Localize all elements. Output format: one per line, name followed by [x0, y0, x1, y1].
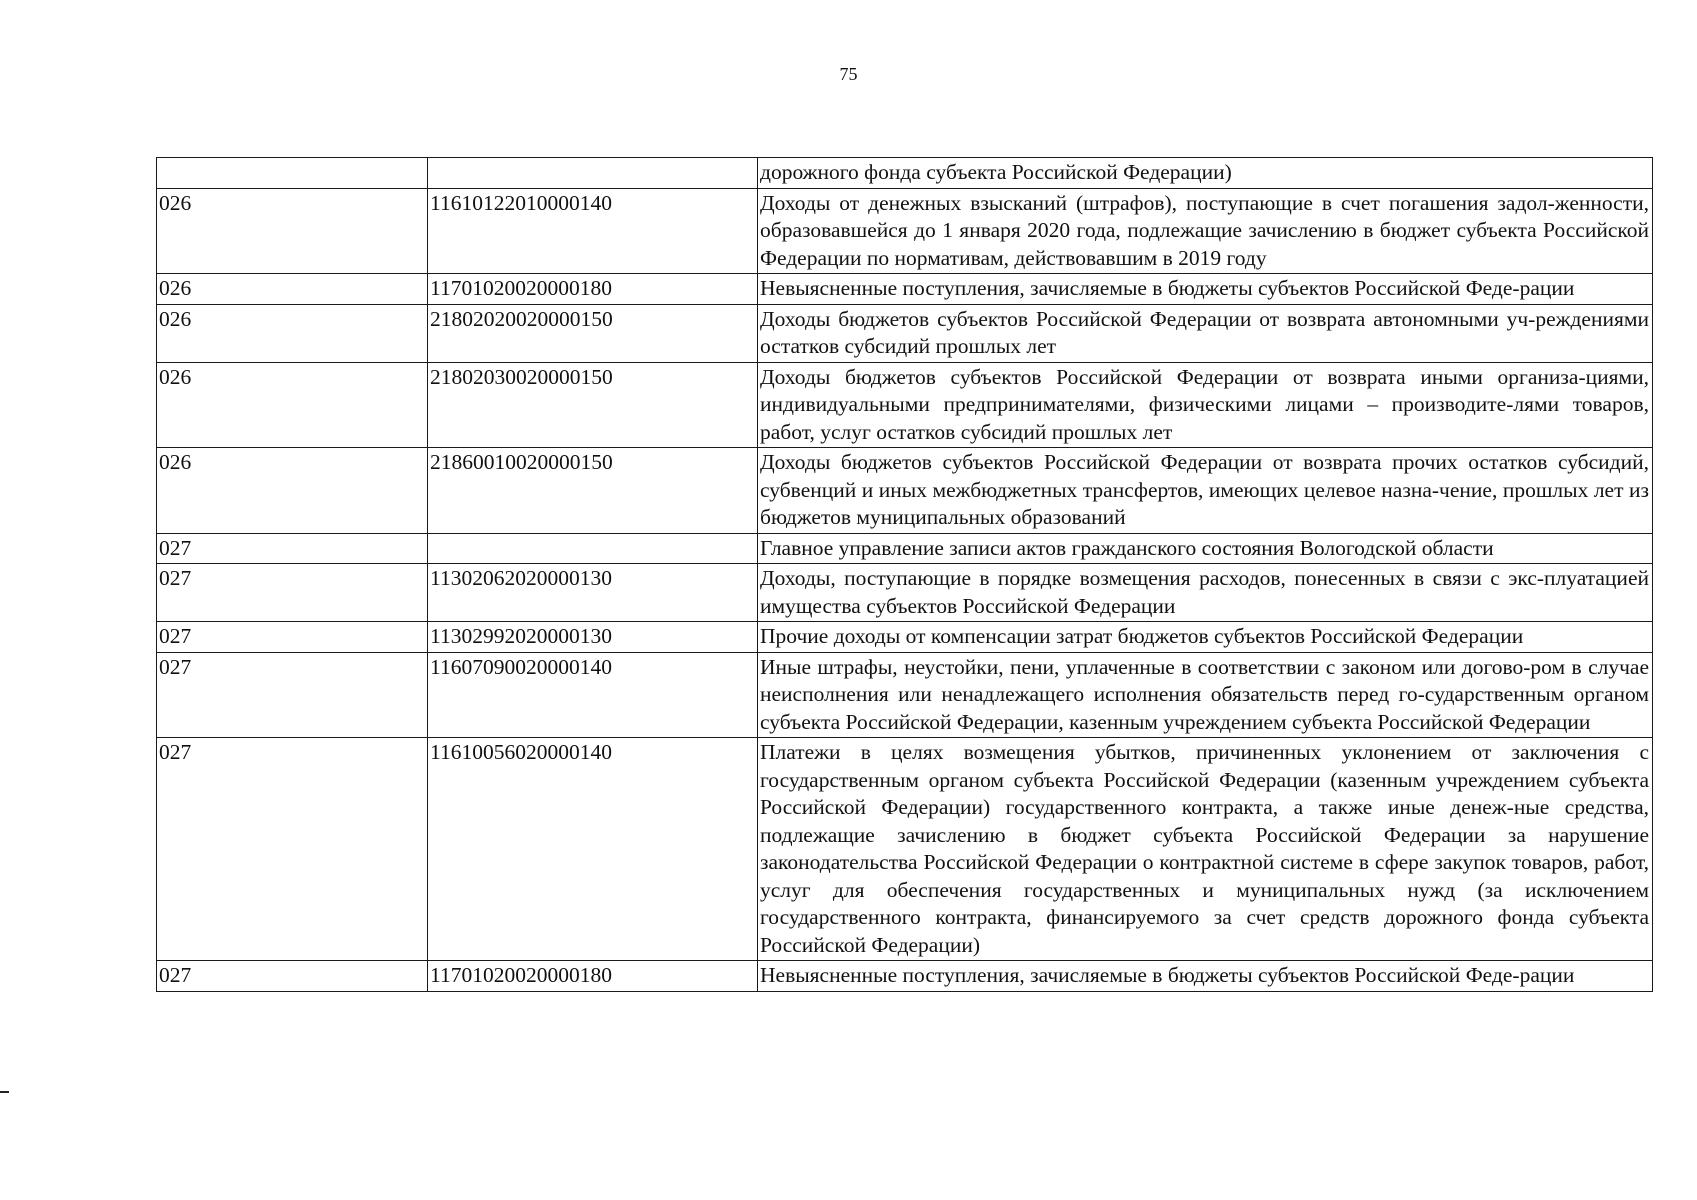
income-code-cell — [428, 533, 758, 564]
table-row — [157, 533, 1653, 564]
admin-code-cell: 026 — [157, 274, 428, 305]
table-row — [157, 158, 1653, 189]
table-row — [157, 564, 1653, 622]
description-cell: дорожного фонда субъекта Российской Федерации) — [758, 158, 1653, 189]
admin-code-cell: 027 — [157, 564, 428, 622]
table-body — [157, 158, 1653, 992]
description-cell: Доходы, поступающие в порядке возмещения расходов, понесенных в связи с экс-плуатацией имущества субъектов Российской Федерации — [758, 564, 1653, 622]
description-cell: Доходы бюджетов субъектов Российской Федерации от возврата прочих остатков субсидий, субвенций и иных межбюджетных трансфертов, имеющих целевое назна-чение, прошлых лет из бюджетов муниципальных образований — [758, 448, 1653, 534]
table-row — [157, 961, 1653, 992]
scan-mark — [0, 1091, 9, 1093]
admin-code-cell: 027 — [157, 622, 428, 653]
income-code-cell: 11610056020000140 — [428, 738, 758, 961]
income-code-cell: 21802020020000150 — [428, 304, 758, 362]
table-row — [157, 652, 1653, 738]
admin-code-cell: 026 — [157, 304, 428, 362]
description-cell: Доходы от денежных взысканий (штрафов), поступающие в счет погашения задол-женности, образовавшейся до 1 января 2020 года, подлежащие зачислению в бюджет субъекта Российской Федерации по нормативам, действовавшим в 2019 году — [758, 188, 1653, 274]
admin-code-cell: 027 — [157, 652, 428, 738]
income-code-cell: 11607090020000140 — [428, 652, 758, 738]
description-cell: Доходы бюджетов субъектов Российской Федерации от возврата иными организа-циями, индивидуальными предпринимателями, физическими лицами – производите-лями товаров, работ, услуг остатков субсидий прошлых лет — [758, 362, 1653, 448]
income-code-cell: 21802030020000150 — [428, 362, 758, 448]
admin-code-cell: 027 — [157, 738, 428, 961]
table-row — [157, 304, 1653, 362]
income-code-cell: 11302062020000130 — [428, 564, 758, 622]
budget-revenue-table — [156, 157, 1653, 992]
description-cell: Невыясненные поступления, зачисляемые в бюджеты субъектов Российской Феде-рации — [758, 274, 1653, 305]
income-code-cell: 21860010020000150 — [428, 448, 758, 534]
admin-code-cell: 027 — [157, 533, 428, 564]
description-cell: Доходы бюджетов субъектов Российской Федерации от возврата автономными уч-реждениями остатков субсидий прошлых лет — [758, 304, 1653, 362]
table-row — [157, 622, 1653, 653]
income-code-cell: 11302992020000130 — [428, 622, 758, 653]
income-code-cell: 11701020020000180 — [428, 961, 758, 992]
table-row — [157, 738, 1653, 961]
admin-code-cell: 027 — [157, 961, 428, 992]
table-row — [157, 362, 1653, 448]
income-code-cell — [428, 158, 758, 189]
table-row — [157, 448, 1653, 534]
income-code-cell: 11610122010000140 — [428, 188, 758, 274]
page-number: 75 — [839, 64, 858, 84]
income-code-cell: 11701020020000180 — [428, 274, 758, 305]
admin-code-cell: 026 — [157, 448, 428, 534]
description-cell: Прочие доходы от компенсации затрат бюджетов субъектов Российской Федерации — [758, 622, 1653, 653]
description-cell: Платежи в целях возмещения убытков, причиненных уклонением от заключения с государственным органом субъекта Российской Федерации (казенным учреждением субъекта Российской Федерации) государственного контракта, а также иные денеж-ные средства, подлежащие зачислению в бюджет субъекта Российской Федерации за нарушение законодательства Российской Федерации о контрактной системе в сфере закупок товаров, работ, услуг для обеспечения государственных и муниципальных нужд (за исключением государственного контракта, финансируемого за счет средств дорожного фонда субъекта Российской Федерации) — [758, 738, 1653, 961]
admin-code-cell: 026 — [157, 362, 428, 448]
table-row — [157, 274, 1653, 305]
description-cell: Невыясненные поступления, зачисляемые в бюджеты субъектов Российской Феде-рации — [758, 961, 1653, 992]
description-cell: Иные штрафы, неустойки, пени, уплаченные в соответствии с законом или догово-ром в случае неисполнения или ненадлежащего исполнения обязательств перед го-сударственным органом субъекта Российской Федерации, казенным учреждением субъекта Российской Федерации — [758, 652, 1653, 738]
admin-code-cell: 026 — [157, 188, 428, 274]
description-cell: Главное управление записи актов гражданского состояния Вологодской области — [758, 533, 1653, 564]
table-row — [157, 188, 1653, 274]
admin-code-cell — [157, 158, 428, 189]
